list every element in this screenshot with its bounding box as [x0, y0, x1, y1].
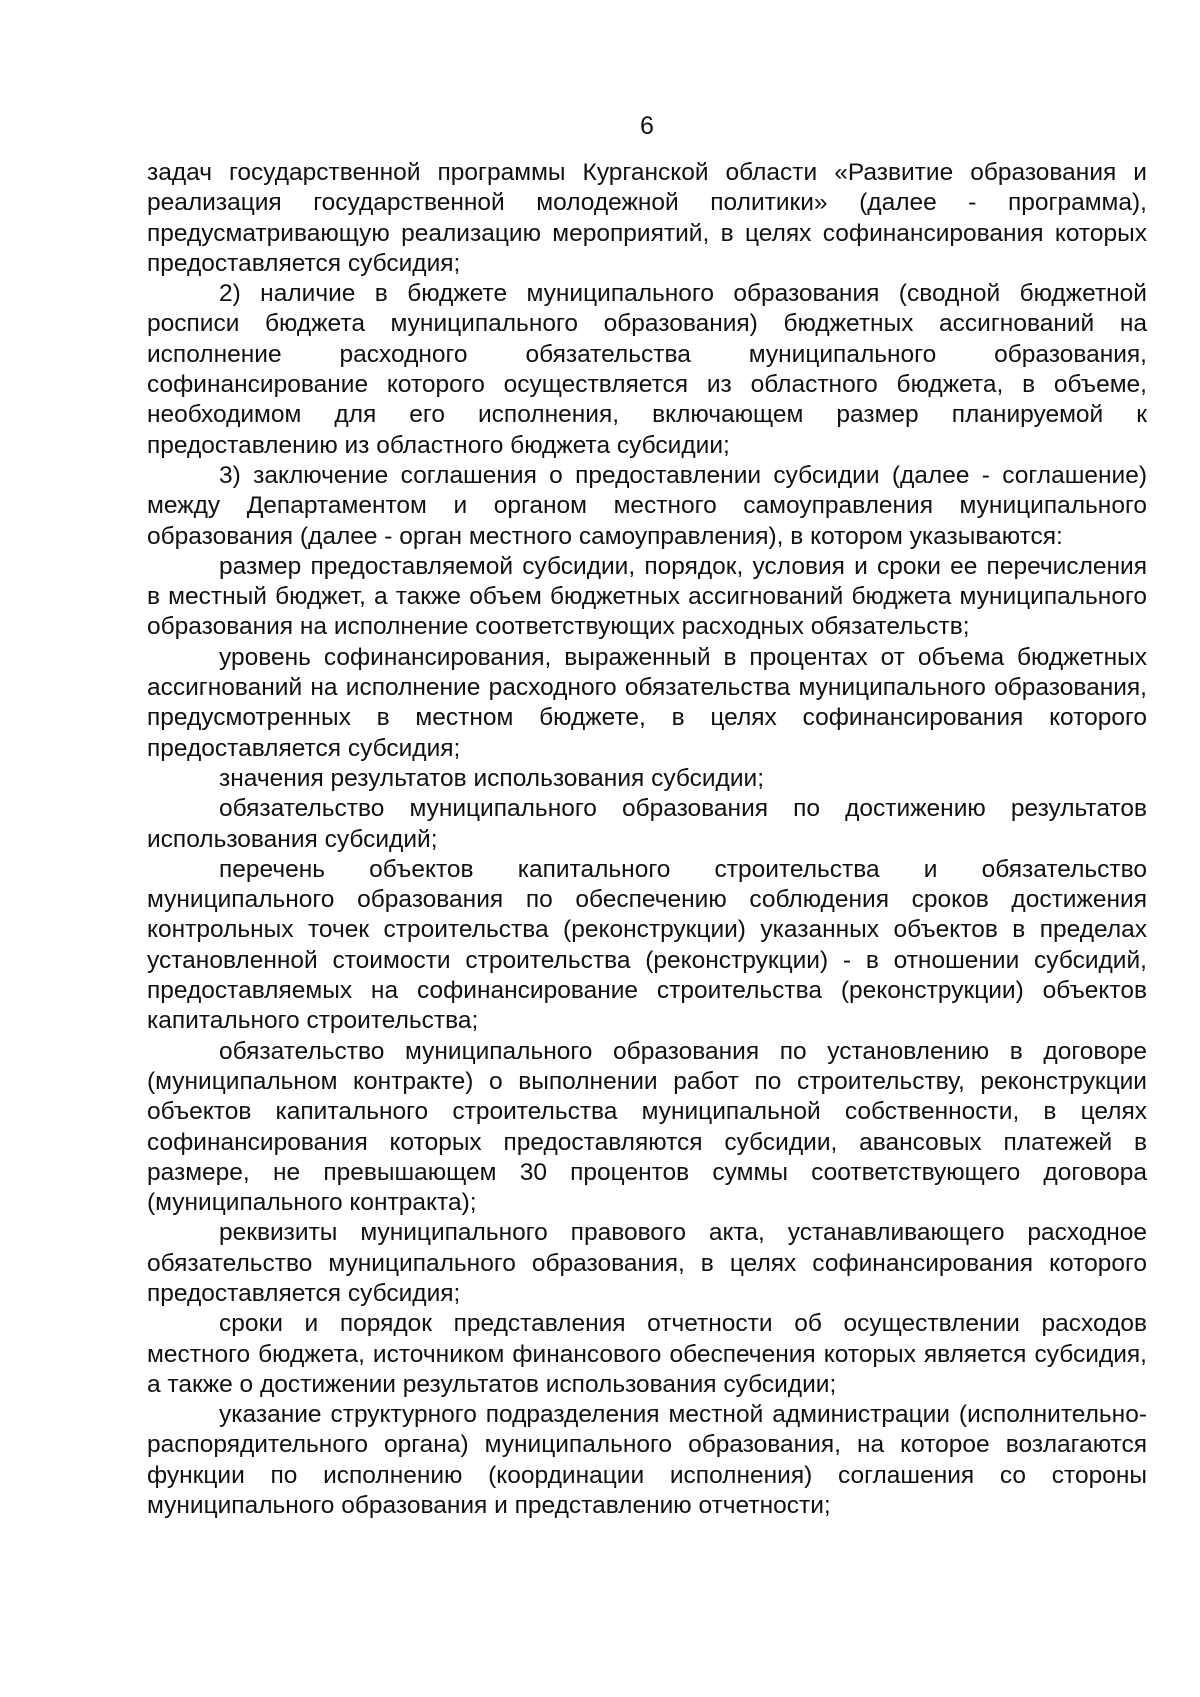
paragraph-8: перечень объектов капитального строительства и обязательство муниципального образования по обеспечению соблюдения сроков достижения контрольных точек строительства (реконструкции) указанных объектов в пределах установленной стоимости строительства (реконструкции) - в отношении субсидий, предоставляемых на софинансирование строительства (реконструкции) объектов капитального строительства; [147, 855, 1147, 1035]
paragraph-6: значения результатов использования субсидии; [219, 764, 765, 792]
document-body [147, 158, 1147, 1521]
paragraph-3: 3) заключение соглашения о предоставлении субсидии (далее - соглашение) между Департаментом и органом местного самоуправления муниципального образования (далее - орган местного самоуправления), в котором указываются: [147, 461, 1147, 550]
paragraph-9: обязательство муниципального образования по установлению в договоре (муниципальном контракте) о выполнении работ по строительству, реконструкции объектов капитального строительства муниципальной собственности, в целях софинансирования которых предоставляются субсидии, авансовых платежей в размере, не превышающем 30 процентов суммы соответствующего договора (муниципального контракта); [147, 1037, 1147, 1217]
paragraph-11: сроки и порядок представления отчетности об осуществлении расходов местного бюджета, источником финансового обеспечения которых является субсидия, а также о достижении результатов использования субсидии; [147, 1310, 1147, 1398]
paragraph-12: указание структурного подразделения местной администрации (исполнительно-распорядительного органа) муниципального образования, на которое возлагаются функции по исполнению (координации исполнения) соглашения со стороны муниципального образования и представлению отчетности; [147, 1401, 1147, 1520]
page-number: 6 [640, 112, 654, 140]
paragraph-4: размер предоставляемой субсидии, порядок, условия и сроки ее перечисления в местный бюджет, а также объем бюджетных ассигнований бюджета муниципального образования на исполнение соответствующих расходных обязательств; [147, 552, 1147, 641]
paragraph-7: обязательство муниципального образования по достижению результатов использования субсидий; [147, 795, 1147, 853]
paragraph-10: реквизиты муниципального правового акта, устанавливающего расходное обязательство муниципального образования, в целях софинансирования которого предоставляется субсидия; [147, 1219, 1147, 1307]
paragraph-2: 2) наличие в бюджете муниципального образования (сводной бюджетной росписи бюджета муниципального образования) бюджетных ассигнований на исполнение расходного обязательства муниципального образования, софинансирование которого осуществляется из областного бюджета, в объеме, необходимом для его исполнения, включающем размер планируемой к предоставлению из областного бюджета субсидии; [147, 280, 1147, 459]
paragraph-5: уровень софинансирования, выраженный в процентах от объема бюджетных ассигнований на исполнение расходного обязательства муниципального образования, предусмотренных в местном бюджете, в целях софинансирования которого предоставляется субсидия; [147, 643, 1147, 762]
paragraph-1: задач государственной программы Курганской области «Развитие образования и реализация государственной молодежной политики» (далее - программа), предусматривающую реализацию мероприятий, в целях софинансирования которых предоставляется субсидия; [147, 159, 1147, 277]
